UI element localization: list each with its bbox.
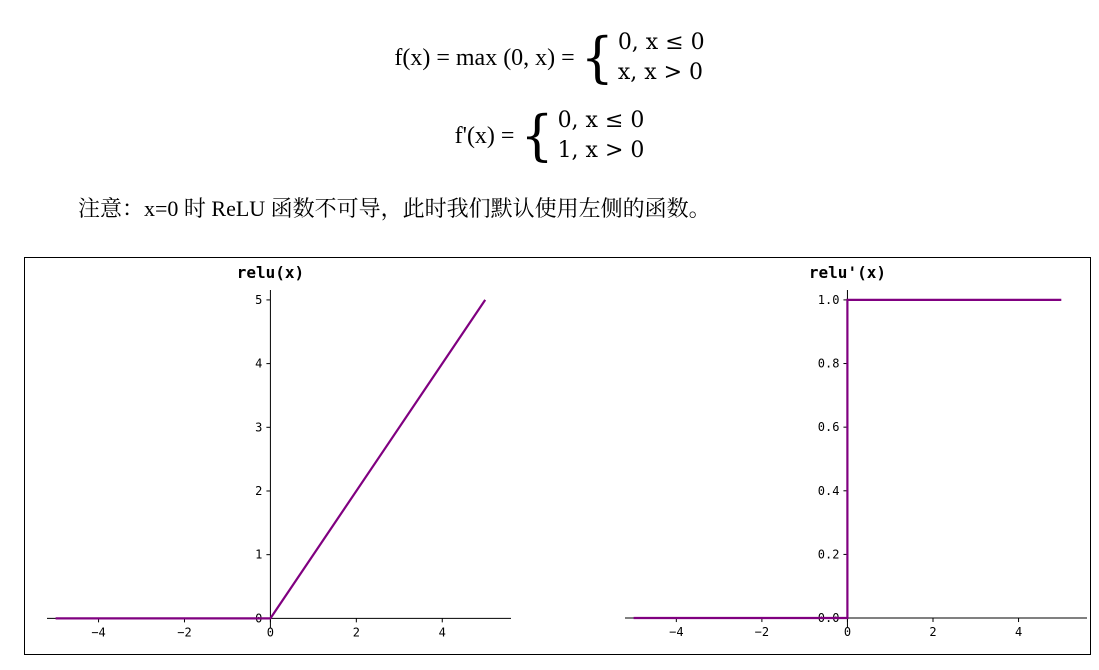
relu-y-tick-label: 0 [255, 611, 263, 626]
relu-derivative-y-tick-label: 0.2 [817, 547, 840, 562]
relu-x-tick-label: 2 [352, 625, 360, 640]
relu-y-tick-label: 5 [255, 292, 263, 307]
relu-derivative-y-tick-label: 0.0 [817, 611, 840, 626]
relu-derivative-x-tick-label: 2 [929, 625, 937, 640]
relu-derivative-y-tick-label: 0.4 [817, 483, 840, 498]
relu-y-tick-label: 3 [255, 420, 263, 435]
relu-formula [0, 28, 1099, 88]
relu-y-tick-label: 4 [255, 356, 263, 371]
relu-derivative-brace: { [520, 104, 554, 168]
relu-x-tick-label: 4 [438, 625, 446, 640]
relu-x-tick-label: 0 [266, 625, 275, 640]
relu-derivative-y-tick-label: 1.0 [817, 292, 840, 307]
relu-derivative-y-tick-label: 0.8 [817, 356, 840, 371]
relu-y-tick-label: 2 [255, 483, 263, 498]
relu-derivative-x-tick-label: −2 [754, 625, 770, 640]
relu-formula-lhs: f(x) = max (0, x) = [394, 44, 575, 71]
relu-derivative-lhs: f'(x) = [454, 122, 515, 149]
note-text: 注意：x=0 时 ReLU 函数不可导，此时我们默认使用左侧的函数。 [78, 196, 711, 221]
relu-derivative-case-2: 1, x > 0 [557, 138, 645, 163]
relu-derivative-cases [558, 106, 645, 166]
relu-derivative-x-tick-label: −4 [669, 625, 684, 640]
relu-derivative-chart-title: relu'(x) [808, 263, 886, 282]
relu-formula-brace: { [580, 26, 614, 90]
relu-charts-svg [25, 258, 1091, 655]
relu-derivative-y-tick-label: 0.6 [817, 420, 840, 435]
relu-x-tick-label: −4 [91, 625, 106, 640]
relu-derivative-series-line [634, 300, 1062, 618]
relu-derivative-x-tick-label: 4 [1014, 625, 1023, 640]
relu-y-tick-label: 1 [255, 547, 263, 562]
relu-figure [24, 257, 1091, 655]
relu-derivative-formula [0, 106, 1099, 166]
relu-derivative-case-1: 0, x ≤ 0 [557, 108, 645, 133]
relu-case-2: x, x > 0 [617, 60, 704, 85]
relu-case-1: 0, x ≤ 0 [617, 30, 705, 55]
relu-x-tick-label: −2 [177, 625, 192, 640]
relu-derivative-x-tick-label: 0 [843, 625, 852, 640]
relu-chart-title: relu(x) [236, 263, 305, 282]
relu-formula-cases [618, 28, 705, 88]
